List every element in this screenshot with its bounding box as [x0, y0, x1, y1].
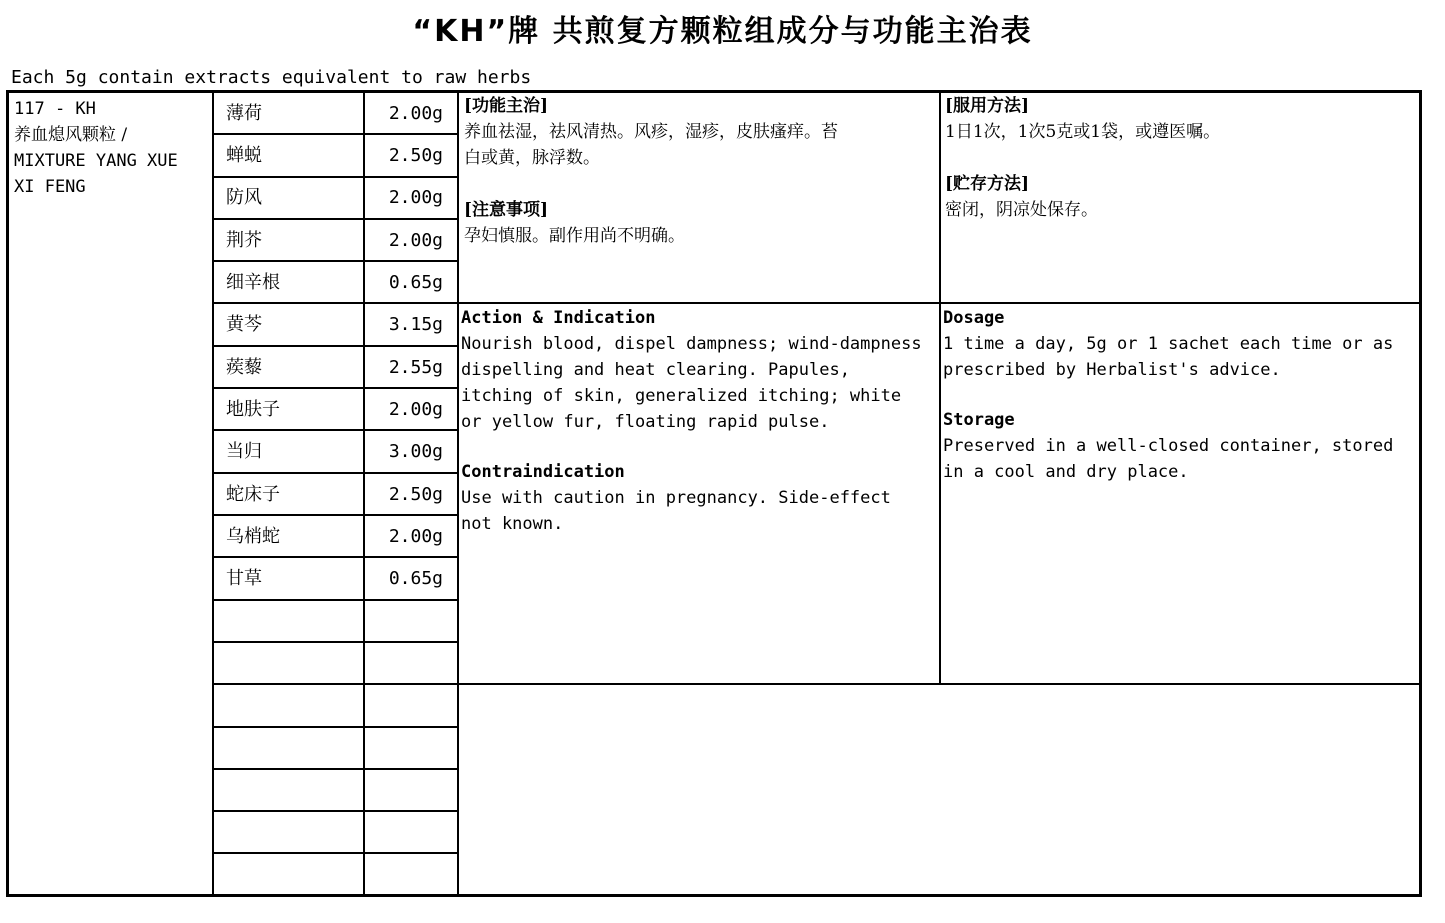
herb-dose: 2.50g: [388, 484, 443, 505]
dosage-en-heading: Dosage: [943, 308, 1005, 328]
product-name-cn: 养血熄风颗粒 /: [14, 125, 128, 145]
row-divider: [213, 726, 458, 728]
indication-en-text: Nourish blood, dispel dampness; wind-dampness: [461, 334, 922, 354]
indication-en-heading: Action & Indication: [461, 308, 656, 328]
storage-cn-text: 密闭，阴凉处保存。: [945, 200, 1098, 220]
herb-name: 蒺藜: [226, 357, 262, 378]
product-name-en: XI FENG: [14, 177, 86, 197]
dosage-en-section: [943, 305, 1419, 485]
storage-en-heading: Storage: [943, 410, 1015, 430]
indication-cn-text: 养血祛湿，祛风清热。风疹，湿疹，皮肤瘙痒。苔: [464, 122, 838, 142]
dosage-cn-heading: [服用方法]: [945, 96, 1030, 116]
herb-name: 乌梢蛇: [226, 526, 280, 547]
herb-name: 蝉蜕: [226, 145, 262, 166]
storage-en-text: Preserved in a well-closed container, stored: [943, 436, 1394, 456]
product-name: [14, 96, 209, 200]
herb-name: 黄芩: [226, 314, 262, 335]
product-code: 117 - KH: [14, 99, 96, 119]
indication-cn-section: [464, 93, 934, 249]
herb-dose: 2.00g: [388, 103, 443, 124]
page-title: “KH”牌 共煎复方颗粒组成分与功能主治表: [412, 14, 1033, 49]
contraindication-heading: Contraindication: [461, 462, 625, 482]
row-divider: [213, 810, 458, 812]
herb-dose: 2.00g: [388, 187, 443, 208]
row-divider: [213, 768, 458, 770]
storage-cn-heading: [贮存方法]: [945, 174, 1030, 194]
subtitle: Each 5g contain extracts equivalent to raw herbs: [11, 67, 532, 88]
dosage-en-text: prescribed by Herbalist's advice.: [943, 360, 1281, 380]
caution-cn-text: 孕妇慎服。副作用尚不明确。: [464, 226, 685, 246]
indication-en-text: or yellow fur, floating rapid pulse.: [461, 412, 830, 432]
herb-name: 甘草: [226, 568, 262, 589]
dosage-cn-section: [945, 93, 1415, 223]
herb-dose: 2.55g: [388, 357, 443, 378]
herb-name: 当归: [226, 441, 262, 462]
herb-name: 蛇床子: [226, 484, 280, 505]
herb-dose: 3.00g: [388, 441, 443, 462]
dosage-en-text: 1 time a day, 5g or 1 sachet each time or as: [943, 334, 1394, 354]
column-divider: [939, 93, 941, 684]
indication-en-text: dispelling and heat clearing. Papules,: [461, 360, 850, 380]
herb-dose: 3.15g: [388, 314, 443, 335]
indication-cn-text: 白或黄，脉浮数。: [464, 148, 600, 168]
contraindication-text: Use with caution in pregnancy. Side-effect: [461, 488, 891, 508]
herb-dose: 0.65g: [388, 272, 443, 293]
composition-table: [6, 90, 1422, 897]
herb-dose: 2.00g: [388, 230, 443, 251]
herb-name: 荆芥: [226, 230, 262, 251]
herb-dose: 2.50g: [388, 145, 443, 166]
dosage-cn-text: 1日1次，1次5克或1袋，或遵医嘱。: [945, 122, 1221, 142]
row-divider: [213, 683, 1419, 685]
row-divider: [213, 641, 458, 643]
herb-dose: 2.00g: [388, 399, 443, 420]
contraindication-text: not known.: [461, 514, 564, 534]
storage-en-text: in a cool and dry place.: [943, 462, 1189, 482]
herb-dose: 2.00g: [388, 526, 443, 547]
product-name-en: MIXTURE YANG XUE: [14, 151, 178, 171]
herb-name: 地肤子: [226, 399, 280, 420]
indication-cn-heading: [功能主治]: [464, 96, 549, 116]
herb-name: 防风: [226, 187, 262, 208]
row-divider: [213, 852, 458, 854]
herb-name: 薄荷: [226, 103, 262, 124]
herb-dose: 0.65g: [388, 568, 443, 589]
indication-en-section: [461, 305, 939, 537]
herb-name: 细辛根: [226, 272, 280, 293]
column-divider: [212, 93, 214, 894]
indication-en-text: itching of skin, generalized itching; white: [461, 386, 902, 406]
caution-cn-heading: [注意事项]: [464, 200, 549, 220]
